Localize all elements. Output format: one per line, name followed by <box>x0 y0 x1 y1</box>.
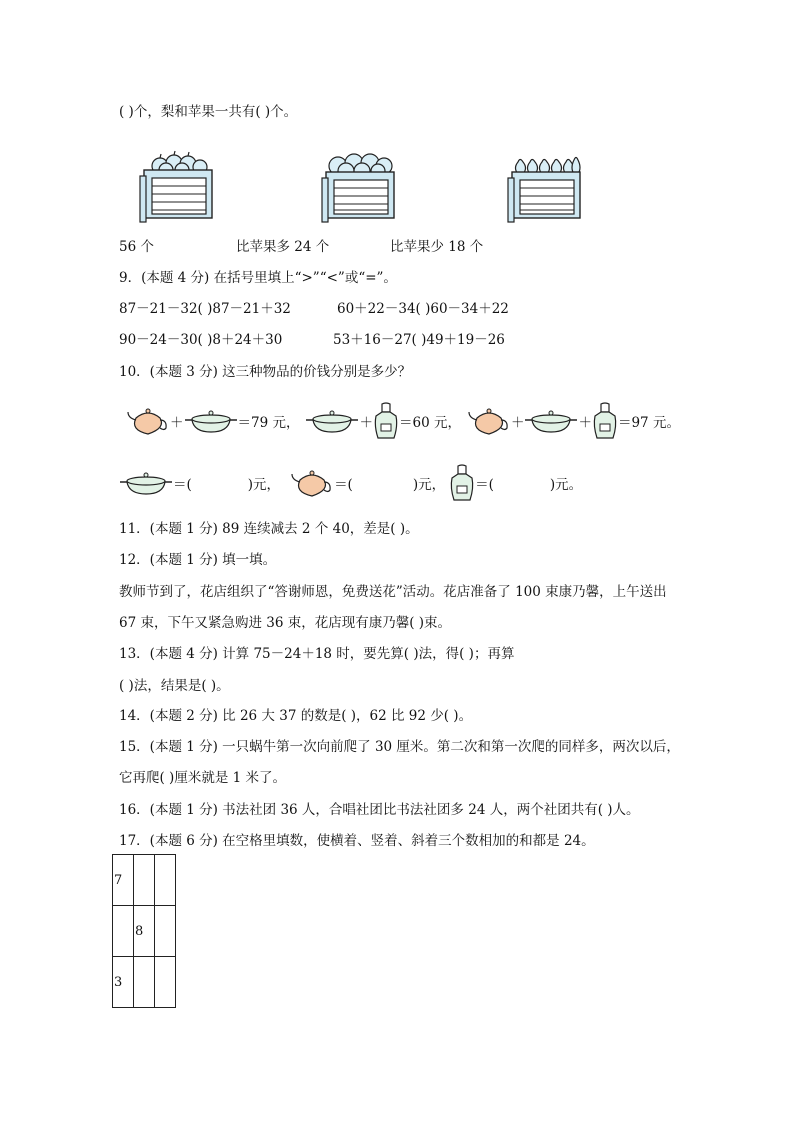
wok-icon <box>184 406 238 436</box>
q15-line1: 15．(本题 1 分) 一只蜗牛第一次向前爬了 30 厘米。第二次和第一次爬的同样多，两次以后， <box>119 739 680 755</box>
apron-icon <box>592 402 618 440</box>
crate-label-pears: 比苹果少 18 个 <box>390 239 484 255</box>
plus-sign: ＋ <box>510 415 525 431</box>
grid-cell[interactable] <box>155 906 176 957</box>
teapot-icon <box>290 468 334 498</box>
wok-icon <box>305 406 359 436</box>
grid-cell[interactable] <box>155 855 176 906</box>
crate-label-oranges: 比苹果多 24 个 <box>236 239 330 255</box>
grid-cell[interactable] <box>134 957 155 1008</box>
q15-line2: 它再爬( )厘米就是 1 米了。 <box>119 770 286 786</box>
q12-line2: 67 束，下午又紧急购进 36 束，花店现有康乃馨( )束。 <box>119 615 452 631</box>
teapot-icon <box>126 406 170 436</box>
plus-sign: ＋ <box>170 415 184 431</box>
q8-top-line: ( )个，梨和苹果一共有( )个。 <box>119 104 298 120</box>
q9-heading: 9．(本题 4 分) 在括号里填上“>”“<”或“=”。 <box>119 270 397 286</box>
q12-heading: 12．(本题 1 分) 填一填。 <box>119 552 277 568</box>
q9-row2-left: 90－24－30( )8＋24＋30 <box>119 332 283 348</box>
q11-text: 11．(本题 1 分) 89 连续减去 2 个 40，差是( )。 <box>119 521 419 537</box>
eq1-text: ＝79 元， <box>237 415 300 431</box>
answer-open: ＝( <box>475 477 494 493</box>
q17-heading: 17．(本题 6 分) 在空格里填数，使横着、竖着、斜着三个数相加的和都是 24。 <box>119 833 595 849</box>
q9-row1-left: 87－21－32( )87－21＋32 <box>119 301 291 317</box>
eq3-text: ＝97 元。 <box>617 415 680 431</box>
apple-crate-image <box>136 148 216 228</box>
grid-cell[interactable]: 7 <box>113 855 134 906</box>
answer-open: ＝( <box>173 477 192 493</box>
q12-line1: 教师节到了，花店组织了“答谢师恩，免费送花”活动。花店准备了 100 束康乃馨，上午送出 <box>119 584 667 600</box>
grid-cell[interactable] <box>155 957 176 1008</box>
answer-close: )元， <box>247 477 281 493</box>
plus-sign: ＋ <box>359 415 373 431</box>
q14-text: 14．(本题 2 分) 比 26 大 37 的数是( )，62 比 92 少( )。 <box>119 708 473 724</box>
teapot-icon <box>467 406 511 436</box>
grid-cell[interactable] <box>134 855 155 906</box>
wok-icon <box>524 406 578 436</box>
magic-square-grid <box>112 854 176 1008</box>
q10-equations-row <box>126 402 680 440</box>
plus-sign: ＋ <box>578 415 592 431</box>
answer-open: ＝( <box>334 477 353 493</box>
wok-icon <box>119 468 173 498</box>
pear-crate-image <box>504 148 584 228</box>
q10-heading: 10．(本题 3 分) 这三种物品的价钱分别是多少？ <box>119 364 412 380</box>
q13-line2: ( )法，结果是( )。 <box>119 678 230 694</box>
grid-cell[interactable] <box>113 906 134 957</box>
apron-icon <box>449 464 475 502</box>
q16-text: 16．(本题 1 分) 书法社团 36 人，合唱社团比书法社团多 24 人，两个社团共有( )人。 <box>119 802 640 818</box>
orange-crate-image <box>318 148 398 228</box>
grid-cell[interactable]: 3 <box>113 957 134 1008</box>
answer-close-end: )元。 <box>549 477 583 493</box>
crate-label-apples: 56 个 <box>119 239 154 255</box>
grid-cell[interactable]: 8 <box>134 906 155 957</box>
answer-close: )元， <box>412 477 446 493</box>
eq2-text: ＝60 元， <box>398 415 461 431</box>
q10-answers-row <box>119 464 582 502</box>
apron-icon <box>373 402 399 440</box>
q9-row1-right: 60＋22－34( )60－34＋22 <box>337 301 509 317</box>
q9-row2-right: 53＋16－27( )49＋19－26 <box>333 332 505 348</box>
q13-line1: 13．(本题 4 分) 计算 75－24＋18 时，要先算( )法，得( )；再算 <box>119 646 515 662</box>
